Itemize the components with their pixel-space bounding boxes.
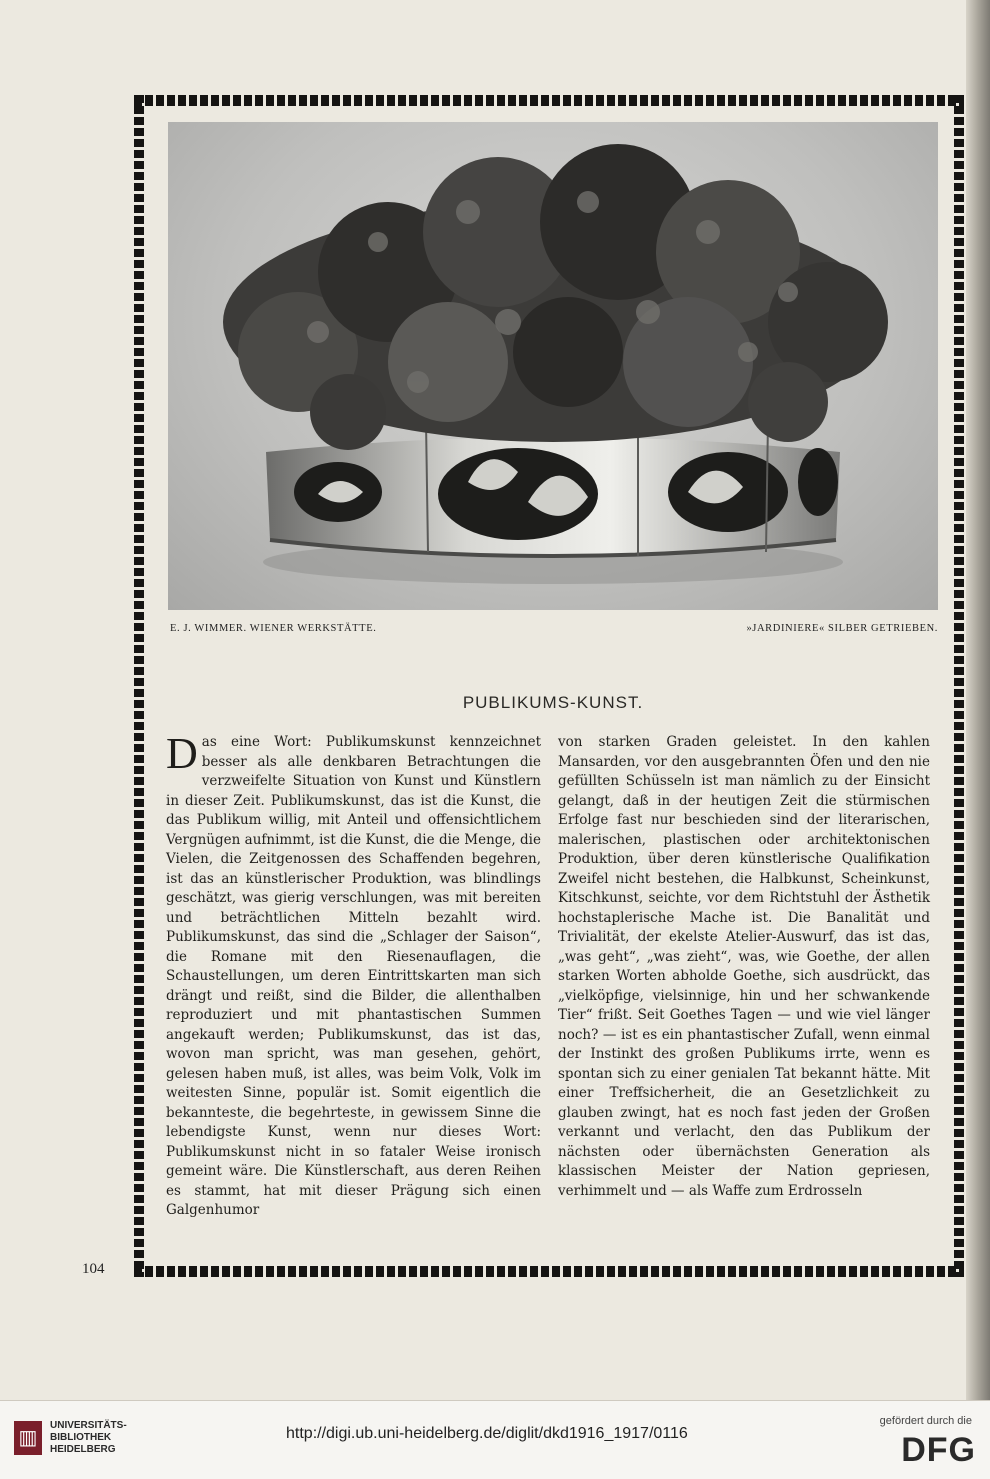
article-text-left: as eine Wort: Publikumskunst kennzeichnet besser als alle denkbaren Betrachtungen die verzweifelte Situation von Kunst und Künstlern in dieser Zeit. Publikumskunst, das ist die Kunst, die das Publikum willig, mit Anteil und offensichtlichem Vergnügen aufnimmt, ist die Kunst, die die Menge, die Vielen, die Zeitgenossen des Schaffenden begehren, ist das an künstlerischer Produktion, was blindlings geschätzt, was gierig verschlungen, was mit bereiten und beträchtlichen Mitteln bezahlt wird. Publikumskunst, das sind die „Schlager der Saison“, die Romane mit den Riesenauflagen, die Schaustellungen, um deren Eintrittskarten man sich drängt und reißt, sind die Bilder, die allenthalben reproduziert und mit phantastischen Summen angekauft werden; Publikumskunst, das ist das, wovon man spricht, was man gesehen, gehört, gelesen haben muß, ist alles, was beim Volk, Volk im weitesten Sinne, populär ist. Somit eigentlich die bekannteste, die begehrteste, in gewissem Sinne die lebendigste Kunst, wenn nur dieses Wort: Publikumskunst nicht in so fataler Weise ironisch gemeint wäre. Die Künstlerschaft, aus deren Reihen es stammt, hat mit dieser Prägung sich einen Galgenhumor [166, 734, 541, 1218]
frame-border-top [134, 95, 964, 106]
library-name-line1: UNIVERSITÄTS- [50, 1420, 127, 1431]
frame-border-right [954, 95, 964, 1277]
drop-cap: D [166, 729, 198, 778]
library-name [50, 1420, 127, 1456]
article-column-right [558, 733, 930, 1201]
article-text-right: von starken Graden geleistet. In den kahlen Mansarden, vor den ausgebrannten Öfen und den nie gefüllten Schüsseln ist man nämlich zu der Einsicht gelangt, daß in der heutigen Zeit die stürmischen Erfolge fast nur beschieden sind der literarischen, malerischen, plastischen oder architektonischen Produktion, über deren künstlerische Qualifikation Zweifel nicht bestehen, die Halbkunst, Scheinkunst, Kitschkunst, seichte, vor dem Richtstuhl der Ästhetik hochstaplerische Mache ist. Die Banalität und Trivialität, der ekelste Atelier-Auswurf, das ist das, „was geht“, „was zieht“, was, wie Goethe, der allen starken Worten abholde Goethe, sich ausdrückt, das „vielköpfige, vielsinnige, hin und her schwankende Tier“ frißt. Seit Goethes Tagen — und wie viel länger noch? — ist es ein phantastischer Zufall, wenn einmal der Instinkt des großen Publikums irrte, wenn es spontan sich zu einer genialen Tat bekannt hätte. Mit einer Treffsicherheit, die an Gesetzlichkeit zu glauben zwingt, hat es noch fast jeden der Großen verkannt und verlacht, den das Publikum der nächsten oder übernächsten Generation als klassischen Meister der Nation gepriesen, verhimmelt und — als Waffe zum Erdrosseln [558, 734, 930, 1199]
frame-border-bottom [134, 1266, 964, 1277]
article-column-left [166, 729, 541, 1221]
page-number: 104 [82, 1261, 105, 1277]
article-title: PUBLIKUMS-KUNST. [462, 693, 644, 712]
book-spine-shadow [966, 0, 990, 1400]
dfg-logo: DFG [901, 1431, 976, 1469]
digitization-footer [0, 1400, 990, 1479]
library-logo-icon: ▥ [14, 1421, 42, 1455]
library-name-line3: HEIDELBERG [50, 1444, 116, 1455]
photo-caption-left: E. J. WIMMER. WIENER WERKSTÄTTE. [170, 623, 377, 634]
funding-note: gefördert durch die [879, 1415, 972, 1427]
library-name-line2: BIBLIOTHEK [50, 1432, 112, 1443]
jardiniere-illustration [168, 122, 938, 610]
source-url-link[interactable]: http://digi.ub.uni-heidelberg.de/diglit/dkd1916_1917/0116 [286, 1425, 688, 1442]
jardiniere-photo [168, 122, 938, 610]
photo-caption-right: »JARDINIERE« SILBER GETRIEBEN. [746, 623, 938, 634]
frame-border-left [134, 95, 144, 1277]
